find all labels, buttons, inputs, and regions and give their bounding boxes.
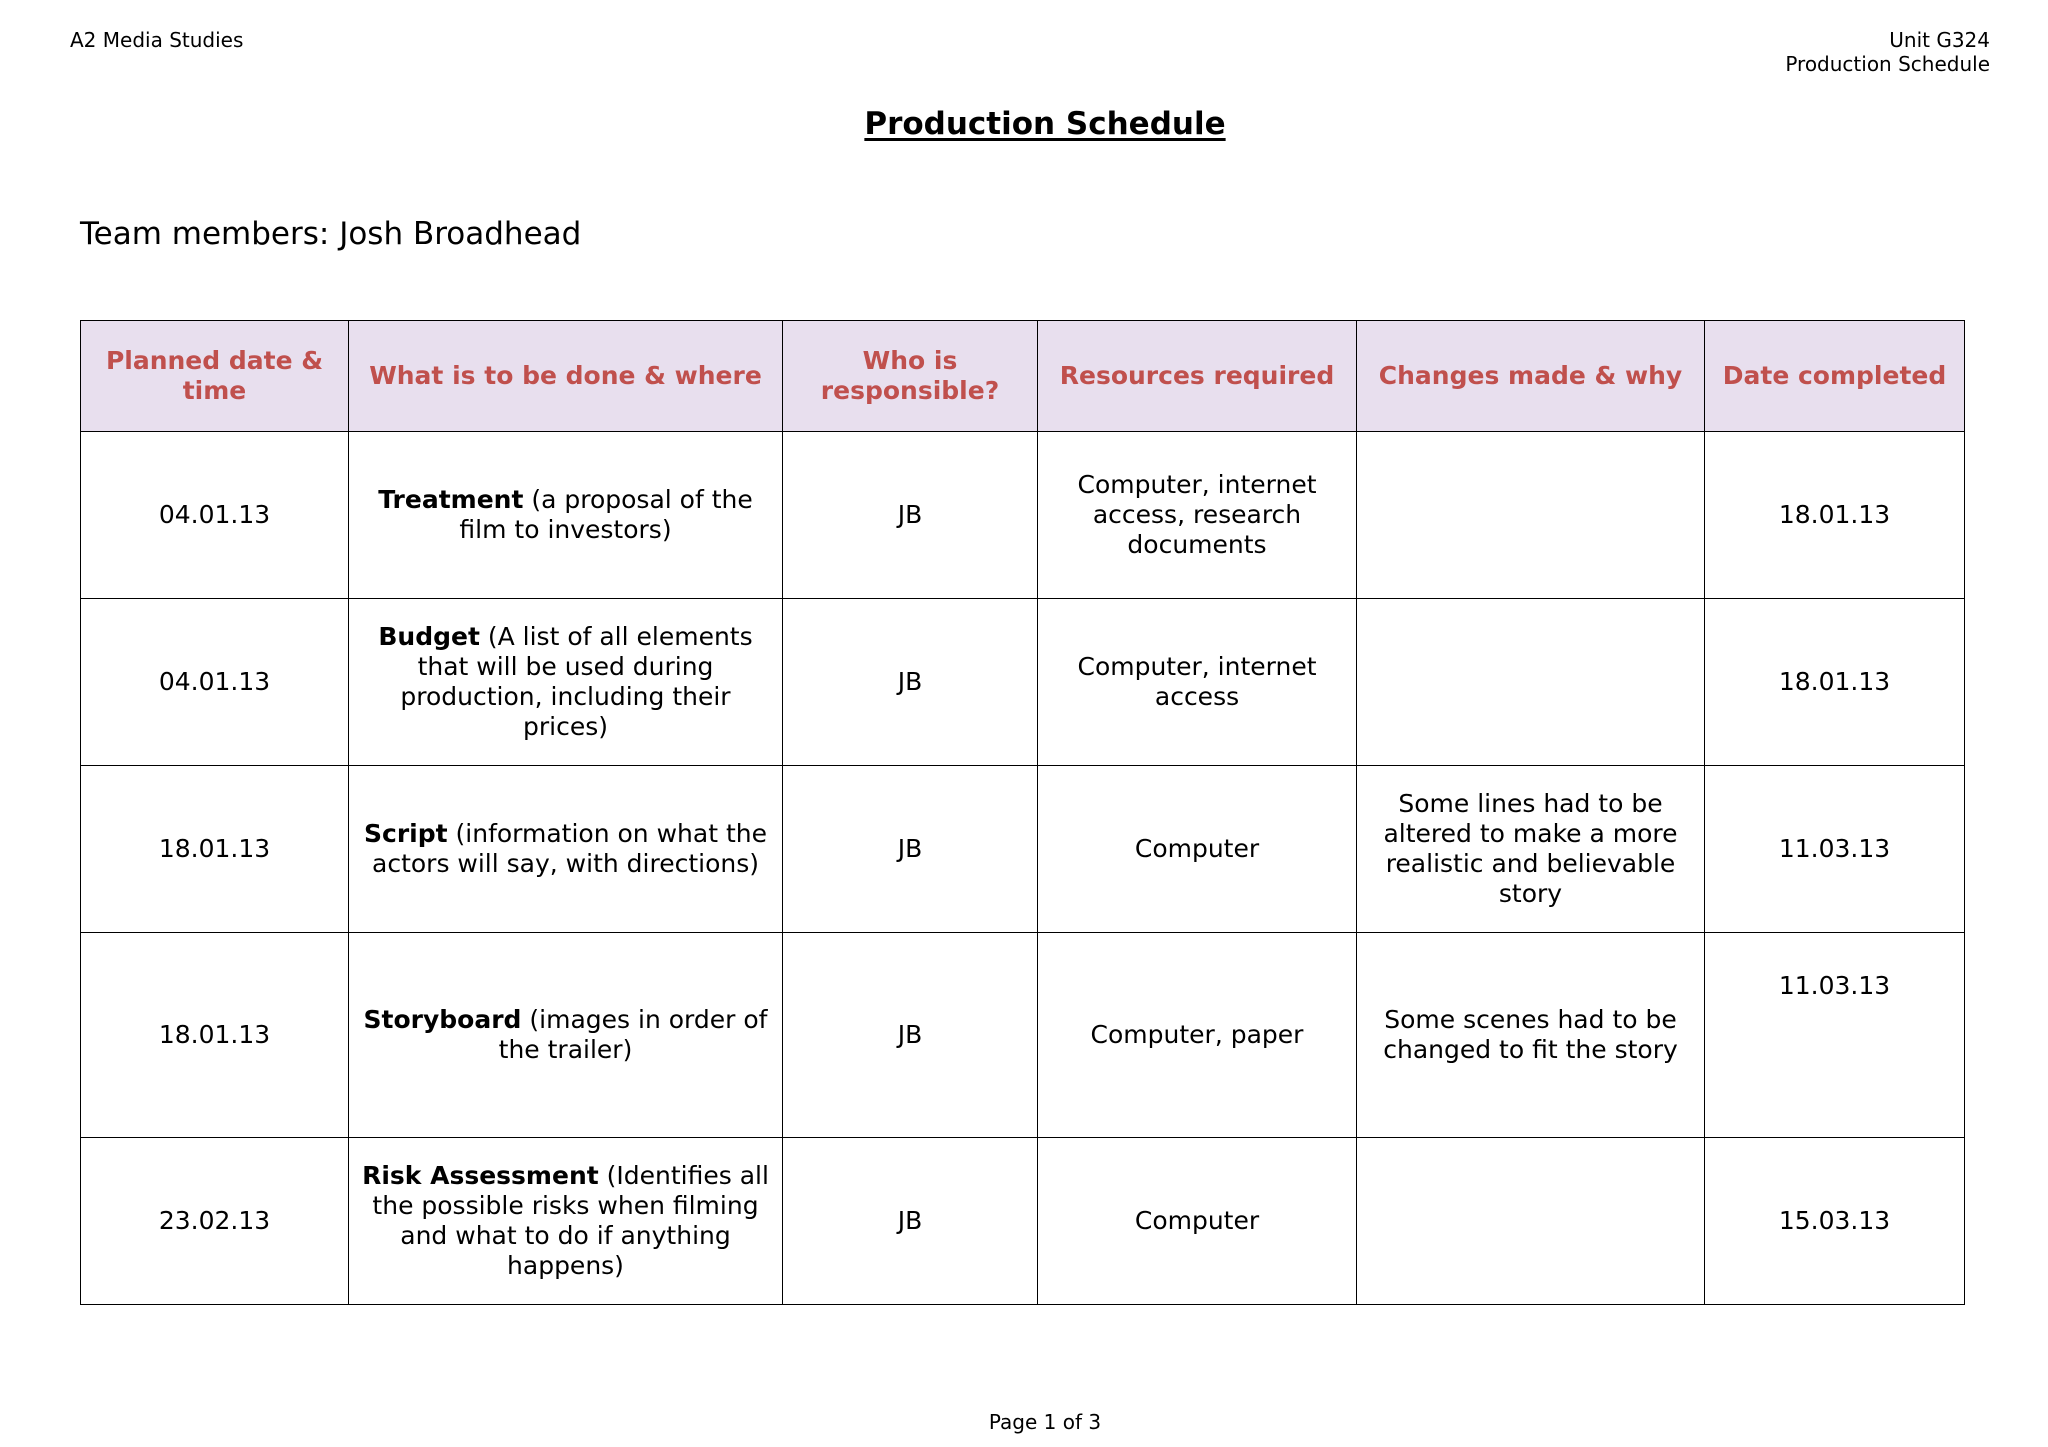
- cell-planned: 04.01.13: [81, 432, 349, 599]
- task-description: (a proposal of the film to investors): [459, 485, 753, 544]
- cell-changes: [1357, 1138, 1705, 1305]
- cell-responsible: JB: [783, 432, 1038, 599]
- task-name: Script: [364, 819, 448, 848]
- cell-task: [349, 933, 783, 1138]
- column-header-planned: Planned date & time: [81, 321, 349, 432]
- cell-resources: Computer: [1038, 766, 1357, 933]
- cell-completed: 11.03.13: [1705, 766, 1965, 933]
- table-row: [81, 432, 1965, 599]
- cell-planned: 18.01.13: [81, 766, 349, 933]
- cell-completed: 15.03.13: [1705, 1138, 1965, 1305]
- production-schedule-table: [80, 320, 1965, 1305]
- column-header-task: What is to be done & where: [349, 321, 783, 432]
- table-row: [81, 766, 1965, 933]
- task-name: Risk Assessment: [362, 1161, 599, 1190]
- cell-resources: Computer, internet access: [1038, 599, 1357, 766]
- cell-task: [349, 766, 783, 933]
- page-number: Page 1 of 3: [988, 1410, 1102, 1434]
- task-description: (A list of all elements that will be used during production, including their prices): [400, 622, 753, 741]
- header-course: A2 Media Studies: [70, 28, 244, 52]
- table-header-row: [81, 321, 1965, 432]
- column-header-completed: Date completed: [1705, 321, 1965, 432]
- cell-task: [349, 432, 783, 599]
- table-row: [81, 1138, 1965, 1305]
- header-unit-info: [1785, 28, 1990, 76]
- cell-responsible: JB: [783, 933, 1038, 1138]
- team-members: Team members: Josh Broadhead: [80, 216, 582, 252]
- cell-task: [349, 1138, 783, 1305]
- cell-task: [349, 599, 783, 766]
- task-name: Storyboard: [363, 1005, 522, 1034]
- task-name: Treatment: [378, 485, 524, 514]
- task-description: (images in order of the trailer): [498, 1005, 768, 1064]
- cell-completed: 18.01.13: [1705, 599, 1965, 766]
- cell-resources: Computer: [1038, 1138, 1357, 1305]
- table-row: [81, 599, 1965, 766]
- cell-planned: 04.01.13: [81, 599, 349, 766]
- cell-completed: 11.03.13: [1705, 933, 1965, 1138]
- cell-completed: 18.01.13: [1705, 432, 1965, 599]
- cell-changes: Some lines had to be altered to make a more realistic and believable story: [1357, 766, 1705, 933]
- page-title: Production Schedule: [864, 106, 1226, 142]
- cell-resources: Computer, paper: [1038, 933, 1357, 1138]
- task-name: Budget: [378, 622, 480, 651]
- task-description: (information on what the actors will say, with directions): [372, 819, 767, 878]
- header-unit: Unit G324: [1889, 28, 1990, 52]
- cell-changes: Some scenes had to be changed to fit the story: [1357, 933, 1705, 1138]
- cell-changes: [1357, 599, 1705, 766]
- cell-responsible: JB: [783, 599, 1038, 766]
- header-doc-name: Production Schedule: [1785, 52, 1990, 76]
- cell-planned: 18.01.13: [81, 933, 349, 1138]
- task-description: (Identifies all the possible risks when filming and what to do if anything happens): [372, 1161, 769, 1280]
- column-header-changes: Changes made & why: [1357, 321, 1705, 432]
- cell-planned: 23.02.13: [81, 1138, 349, 1305]
- cell-responsible: JB: [783, 1138, 1038, 1305]
- column-header-resources: Resources required: [1038, 321, 1357, 432]
- column-header-responsible: Who is responsible?: [783, 321, 1038, 432]
- cell-responsible: JB: [783, 766, 1038, 933]
- table-row: [81, 933, 1965, 1138]
- cell-changes: [1357, 432, 1705, 599]
- cell-resources: Computer, internet access, research documents: [1038, 432, 1357, 599]
